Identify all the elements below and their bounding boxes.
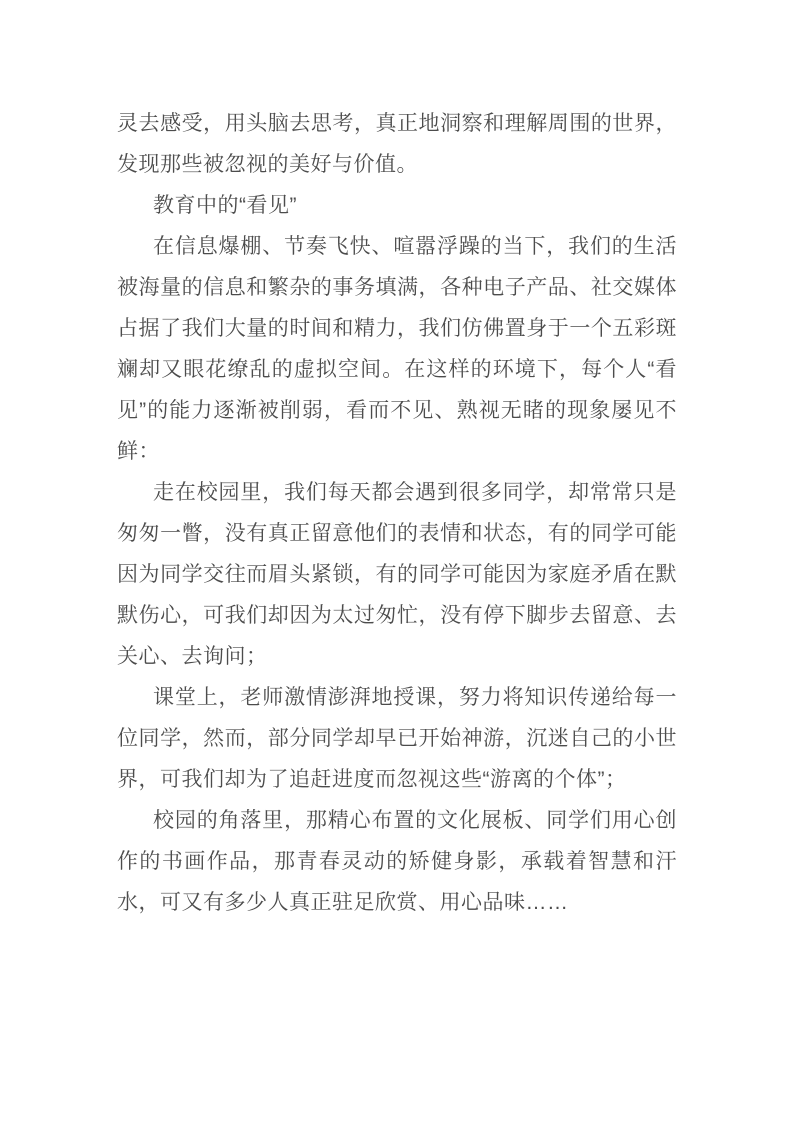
paragraph-continuation: 灵去感受，用头脑去思考，真正地洞察和理解周围的世界，发现那些被忽视的美好与价值。 (117, 112, 677, 176)
document-body (117, 103, 677, 923)
paragraph: 课堂上，老师激情澎湃地授课，努力将知识传递给每一位同学，然而，部分同学却早已开始神游，沉迷自己的小世界，可我们却为了追赶进度而忽视这些“游离的个体”； (117, 686, 677, 791)
paragraph: 在信息爆棚、节奏飞快、喧嚣浮躁的当下，我们的生活被海量的信息和繁杂的事务填满，各种电子产品、社交媒体占据了我们大量的时间和精力，我们仿佛置身于一个五彩斑斓却又眼花缭乱的虚拟空间。在这样的环境下，每个人“看见”的能力逐渐被削弱，看而不见、熟视无睹的现象屡见不鲜： (117, 235, 677, 463)
paragraph-section-heading: 教育中的“看见” (153, 194, 297, 217)
paragraph: 走在校园里，我们每天都会遇到很多同学，却常常只是匆匆一瞥，没有真正留意他们的表情和状态，有的同学可能因为同学交往而眉头紧锁，有的同学可能因为家庭矛盾在默默伤心，可我们却因为太过匆忙，没有停下脚步去留意、去关心、去询问； (117, 481, 677, 668)
paragraph: 校园的角落里，那精心布置的文化展板、同学们用心创作的书画作品，那青春灵动的矫健身影，承载着智慧和汗水，可又有多少人真正驻足欣赏、用心品味…… (117, 809, 677, 914)
